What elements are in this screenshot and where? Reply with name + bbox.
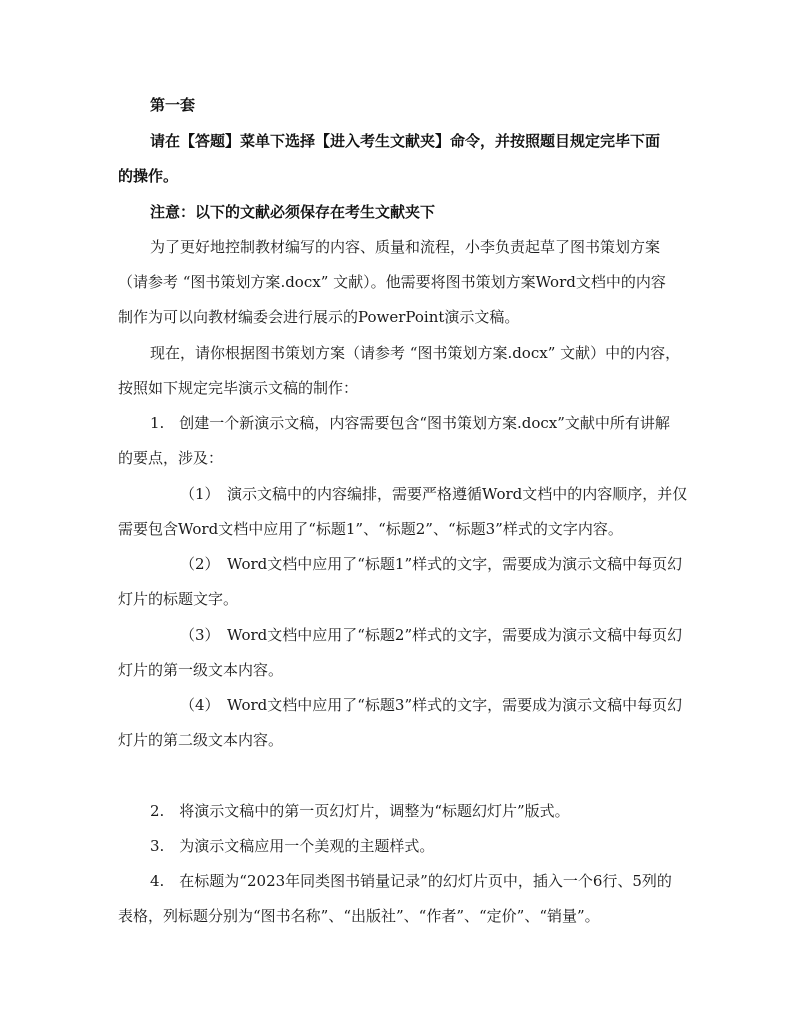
intro-line-3: 制作为可以向教材编委会进行展示的PowerPoint演示文稿。 (118, 308, 520, 326)
sub-2-line-1: （2） Word文档中应用了“标题1”样式的文字，需要成为演示文稿中每页幻 (180, 555, 683, 573)
heading: 第一套 (150, 96, 196, 114)
sub-2-line-2: 灯片的标题文字。 (118, 590, 239, 608)
sub-1-line-2: 需要包含Word文档中应用了“标题1”、“标题2”、“标题3”样式的文字内容。 (118, 520, 623, 538)
sub-1-line-1: （1） 演示文稿中的内容编排，需要严格遵循Word文档中的内容顺序，并仅 (180, 485, 688, 503)
intro-line-2: （请参考 “图书策划方案.docx” 文献）。他需要将图书策划方案Word文档中的内容 (118, 273, 666, 291)
item-1-line-2: 的要点，涉及： (118, 449, 224, 467)
item-4-line-2: 表格，列标题分别为“图书名称”、“出版社”、“作者”、“定价”、“销量”。 (118, 907, 600, 925)
now-line-2: 按照如下规定完毕演示文稿的制作： (118, 379, 359, 397)
sub-3-line-2: 灯片的第一级文本内容。 (118, 661, 284, 679)
sub-4-line-2: 灯片的第二级文本内容。 (118, 731, 284, 749)
item-2: 2. 将演示文稿中的第一页幻灯片，调整为“标题幻灯片”版式。 (150, 802, 570, 820)
notice: 注意：以下的文献必须保存在考生文献夹下 (150, 203, 436, 221)
instruction-line-2: 的操作。 (118, 167, 179, 185)
intro-line-1: 为了更好地控制教材编写的内容、质量和流程，小李负责起草了图书策划方案 (150, 238, 661, 256)
item-4-line-1: 4. 在标题为“2023年同类图书销量记录”的幻灯片页中，插入一个6行、5列的 (150, 872, 672, 890)
sub-4-line-1: （4） Word文档中应用了“标题3”样式的文字，需要成为演示文稿中每页幻 (180, 696, 683, 714)
item-1-line-1: 1. 创建一个新演示文稿，内容需要包含“图书策划方案.docx”文献中所有讲解 (150, 414, 670, 432)
item-3: 3. 为演示文稿应用一个美观的主题样式。 (150, 837, 435, 855)
now-line-1: 现在，请你根据图书策划方案（请参考 “图书策划方案.docx” 文献）中的内容， (150, 344, 681, 362)
sub-3-line-1: （3） Word文档中应用了“标题2”样式的文字，需要成为演示文稿中每页幻 (180, 626, 683, 644)
instruction-line-1: 请在【答题】菜单下选择【进入考生文献夹】命令，并按照题目规定完毕下面 (150, 132, 661, 150)
